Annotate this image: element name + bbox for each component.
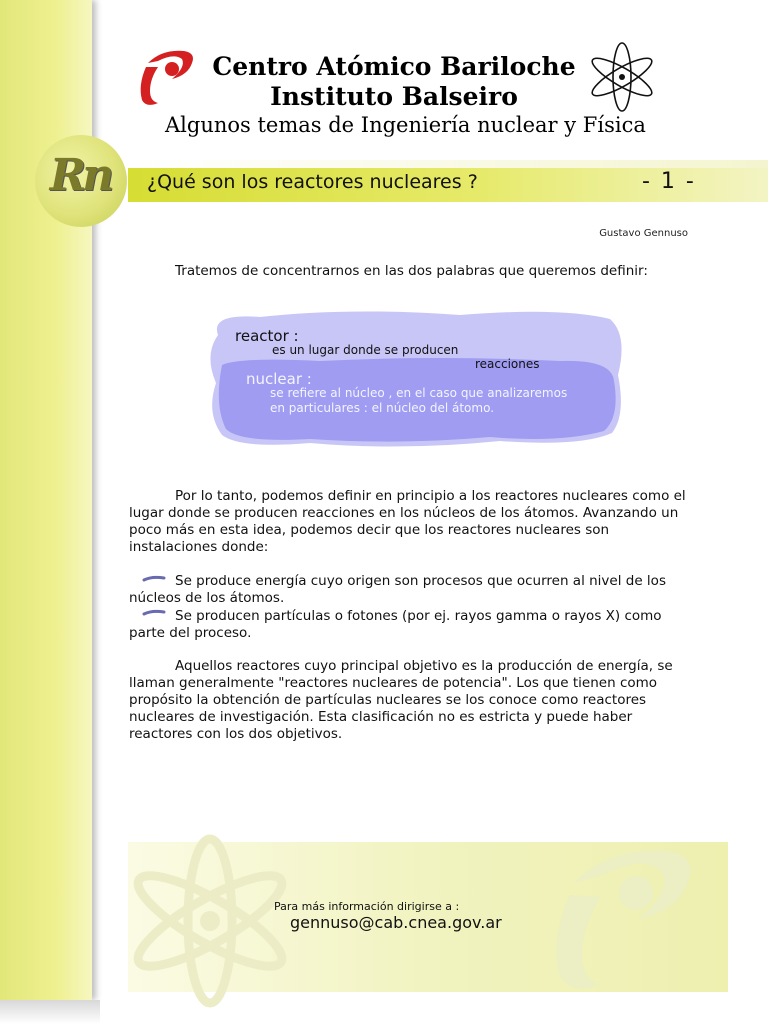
bullet-item-particles-text: Se producen partículas o fotones (por ej. rayos gamma o rayos X) como parte del proceso.	[129, 608, 662, 641]
page-number: - 1 -	[642, 169, 696, 194]
nuclear-definition-line1: se refiere al núcleo , en el caso que analizaremos	[270, 386, 568, 400]
bullet-item-energy	[129, 573, 689, 607]
paragraph-definition-text: Por lo tanto, podemos definir en principio a los reactores nucleares como el lugar donde se producen reacciones en los núcleos de los átomos. Avanzando un poco más en esta idea, podemos decir que los reactores nucleares son instalaciones donde:	[129, 488, 686, 555]
paragraph-classification-text: Aquellos reactores cuyo principal objetivo es la producción de energía, se llaman generalmente "reactores nucleares de potencia". Los que tienen como propósito la obtención de partículas nucleares se los conoce como reactores nucleares de investigación. Esta clasificación no es estricta y puede haber reactores con los dos objetivos.	[129, 658, 673, 742]
rn-badge-text: Rn	[49, 150, 111, 201]
bullet-item-particles	[129, 608, 689, 642]
paragraph-classification	[129, 658, 689, 743]
nuclear-definition-line2: en particulares : el núcleo del átomo.	[270, 401, 495, 415]
paragraph-definition	[129, 488, 689, 556]
page-subtitle: Algunos temas de Ingeniería nuclear y Física	[165, 113, 646, 137]
page-title-line1: Centro Atómico Bariloche	[212, 52, 576, 81]
banner-top-fade	[128, 160, 768, 168]
footer-contact-label: Para más información dirigirse a :	[274, 900, 460, 913]
reactor-definition-line1: es un lugar donde se producen	[272, 343, 459, 357]
bullet-item-energy-text: Se produce energía cuyo origen son procesos que ocurren al nivel de los núcleos de los átomos.	[129, 573, 666, 606]
reactor-definition-line2: reacciones	[475, 357, 540, 371]
page-title-line2: Instituto Balseiro	[270, 82, 518, 111]
bottom-shadow	[0, 1000, 100, 1024]
institute-watermark-logo-icon	[530, 835, 700, 1000]
footer-email: gennuso@cab.cnea.gov.ar	[290, 913, 502, 932]
atom-watermark-icon	[130, 826, 290, 1011]
reactor-term: reactor :	[235, 327, 299, 345]
author-name: Gustavo Gennuso	[599, 228, 688, 239]
intro-text: Tratemos de concentrarnos en las dos palabras que queremos definir:	[175, 263, 648, 279]
nuclear-term: nuclear :	[246, 370, 312, 388]
banner-title: ¿Qué son los reactores nucleares ?	[147, 171, 478, 193]
